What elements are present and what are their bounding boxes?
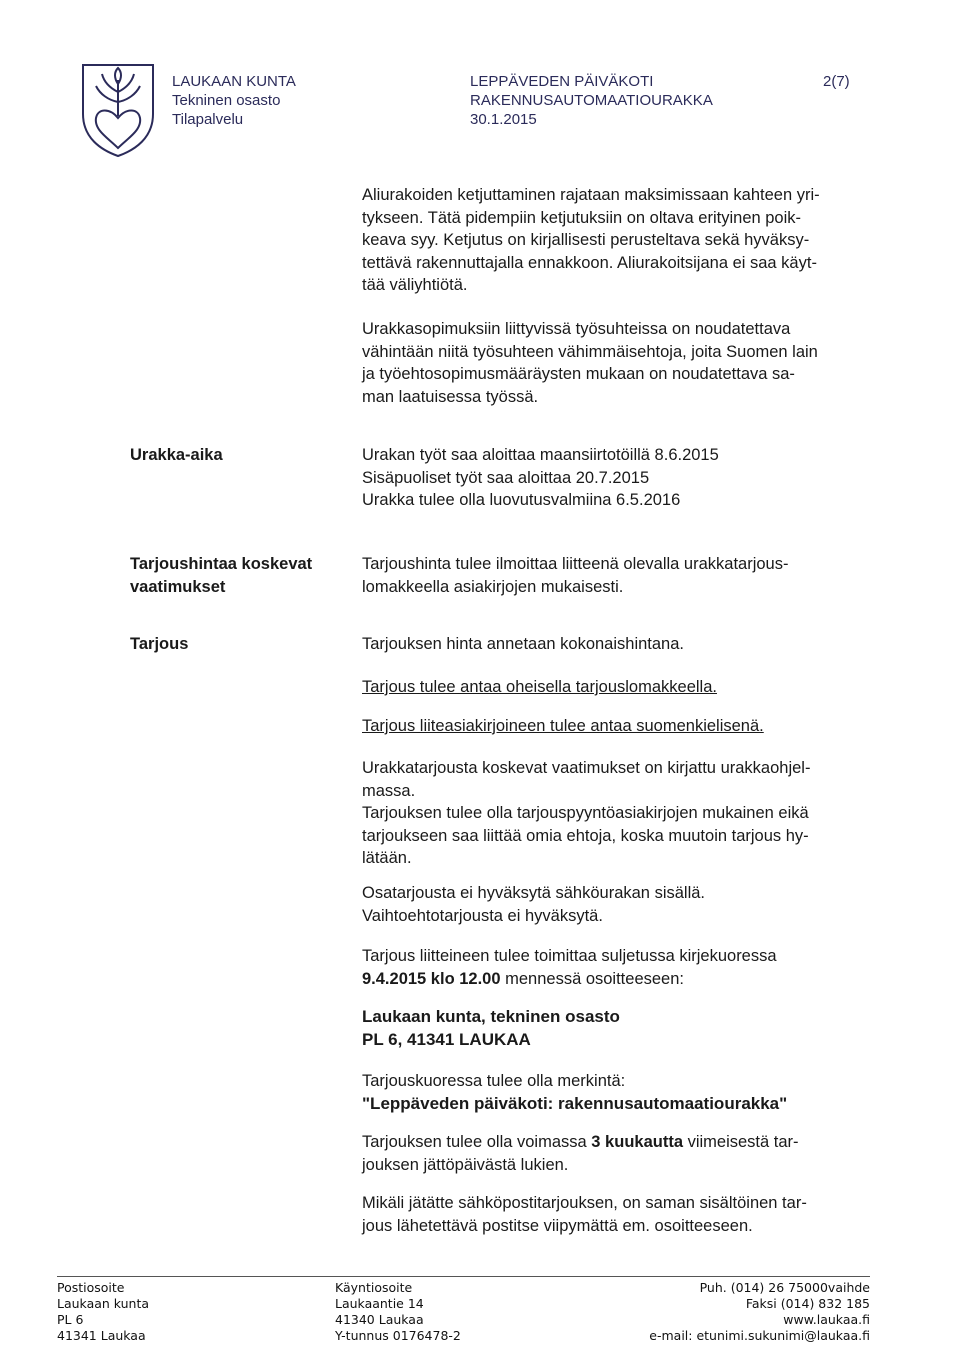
text-line: tarjoukseen saa liittää omia ehtoja, koska muutoin tarjous hy-: [362, 826, 809, 845]
header-contract: RAKENNUSAUTOMAATIOURAKKA: [470, 92, 713, 109]
tender-language-instruction: Tarjous liiteasiakirjoineen tulee antaa suomenkielisenä.: [362, 717, 764, 735]
footer-divider: [57, 1276, 870, 1277]
footer-line: Y-tunnus 0176478-2: [335, 1328, 461, 1343]
text-line: Urakkasopimuksiin liittyvissä työsuhteissa on noudatettava: [362, 320, 791, 338]
footer-line: Käyntiosoite: [335, 1280, 413, 1295]
text-line: keava syy. Ketjutus on kirjallisesti perusteltava sekä hyväksy-: [362, 231, 810, 249]
footer-fax: Faksi (014) 832 185: [745, 1296, 870, 1311]
text-line: Urakan työt saa aloittaa maansiirtotöillä 8.6.2015: [362, 446, 719, 464]
footer-website-link[interactable]: www.laukaa.fi: [783, 1312, 870, 1327]
header-date: 30.1.2015: [470, 111, 537, 128]
tender-form-instruction: Tarjous tulee antaa oheisella tarjouslomakkeella.: [362, 678, 717, 696]
header-department: Tekninen osasto: [172, 92, 281, 109]
tender-requirements-paragraph: [362, 757, 810, 870]
header-organization: [172, 72, 296, 129]
contract-period-dates: [362, 444, 719, 512]
footer-contact: [649, 1280, 870, 1344]
section-label-price-requirements: [130, 553, 312, 598]
label-line: Tarjoushintaa koskevat: [130, 555, 313, 573]
header-unit: Tilapalvelu: [172, 111, 244, 128]
text-line: vähintään niitä työsuhteen vähimmäisehtoja, joita Suomen lain: [362, 342, 818, 361]
price-requirements-text: [362, 553, 788, 598]
email-tender-paragraph: [362, 1192, 807, 1237]
text-line: ja työehtosopimusmääräysten mukaan on noudatettava sa-: [362, 365, 795, 383]
text-line: Vaihtoehtotarjousta ei hyväksytä.: [362, 906, 603, 925]
submission-address: [362, 1006, 620, 1051]
intro-paragraph-employment: [362, 318, 818, 408]
text-line: lätään.: [362, 849, 412, 867]
section-label-tender: Tarjous: [130, 635, 189, 653]
partial-tender-paragraph: [362, 882, 705, 927]
page-number: 2(7): [823, 73, 850, 90]
footer-line: PL 6: [57, 1312, 84, 1327]
footer-postal-address: [57, 1280, 149, 1344]
tender-price-text: Tarjouksen hinta annetaan kokonaishintana.: [362, 635, 684, 653]
text-line: Sisäpuoliset työt saa aloittaa 20.7.2015: [362, 468, 650, 487]
text-line: Tarjouksen tulee olla tarjouspyyntöasiakirjojen mukainen eikä: [362, 804, 809, 822]
envelope-marking: [362, 1070, 787, 1115]
intro-paragraph-subcontracting: [362, 184, 820, 297]
validity-period: 3 kuukautta: [591, 1133, 683, 1151]
footer-line: Laukaantie 14: [335, 1296, 424, 1311]
section-label-contract-period: Urakka-aika: [130, 446, 223, 464]
address-line: PL 6, 41341 LAUKAA: [362, 1029, 531, 1049]
text-line: Tarjous liitteineen tulee toimittaa suljetussa kirjekuoressa: [362, 947, 777, 965]
text-line: tää väliyhtiötä.: [362, 276, 468, 294]
text-line: massa.: [362, 781, 416, 800]
deadline-suffix: mennessä osoitteeseen:: [500, 969, 684, 988]
text-line: Urakka tulee olla luovutusvalmiina 6.5.2016: [362, 491, 681, 509]
footer-line: 41340 Laukaa: [335, 1312, 424, 1327]
deadline-line: [362, 968, 777, 991]
municipal-crest-logo: [80, 62, 156, 158]
submission-paragraph: [362, 945, 777, 990]
validity-suffix: viimeisestä tar-: [683, 1133, 799, 1151]
footer-phone: Puh. (014) 26 75000vaihde: [699, 1280, 870, 1295]
text-line: Tarjoushinta tulee ilmoittaa liitteenä olevalla urakkatarjous-: [362, 555, 789, 573]
text-line: lomakkeella asiakirjojen mukaisesti.: [362, 577, 624, 596]
deadline-datetime: 9.4.2015 klo 12.00: [362, 969, 501, 988]
marking-label: Tarjouskuoressa tulee olla merkintä:: [362, 1072, 626, 1090]
text-line: Urakkatarjousta koskevat vaatimukset on kirjattu urakkaohjel-: [362, 759, 811, 777]
footer-line: 41341 Laukaa: [57, 1328, 146, 1343]
marking-text: "Leppäveden päiväkoti: rakennusautomaatiourakka": [362, 1093, 788, 1113]
text-line: tykseen. Tätä pidempiin ketjutuksiin on oltava erityinen poik-: [362, 208, 802, 227]
header-org-name: LAUKAAN KUNTA: [172, 73, 296, 90]
label-line: vaatimukset: [130, 577, 226, 596]
validity-paragraph: [362, 1131, 799, 1176]
text-line: jouksen jättöpäivästä lukien.: [362, 1155, 569, 1174]
header-document: [470, 72, 713, 129]
footer-line: Postiosoite: [57, 1280, 125, 1295]
header-project: LEPPÄVEDEN PÄIVÄKOTI: [470, 73, 654, 90]
text-line: Aliurakoiden ketjuttaminen rajataan maksimissaan kahteen yri-: [362, 186, 820, 204]
footer-visiting-address: [335, 1280, 461, 1344]
text-line: man laatuisessa työssä.: [362, 387, 539, 406]
text-line: Osatarjousta ei hyväksytä sähköurakan sisällä.: [362, 884, 706, 902]
validity-prefix: Tarjouksen tulee olla voimassa: [362, 1133, 592, 1151]
address-line: Laukaan kunta, tekninen osasto: [362, 1007, 620, 1026]
footer-line: Laukaan kunta: [57, 1296, 150, 1311]
text-line: jous lähetettävä postitse viipymättä em. osoitteeseen.: [362, 1216, 753, 1235]
text-line: Mikäli jätätte sähköpostitarjouksen, on saman sisältöinen tar-: [362, 1194, 807, 1212]
validity-line: [362, 1131, 799, 1154]
footer-email-link[interactable]: e-mail: etunimi.sukunimi@laukaa.fi: [649, 1328, 870, 1343]
text-line: tettävä rakennuttajalla ennakkoon. Aliurakoitsijana ei saa käyt-: [362, 253, 817, 272]
